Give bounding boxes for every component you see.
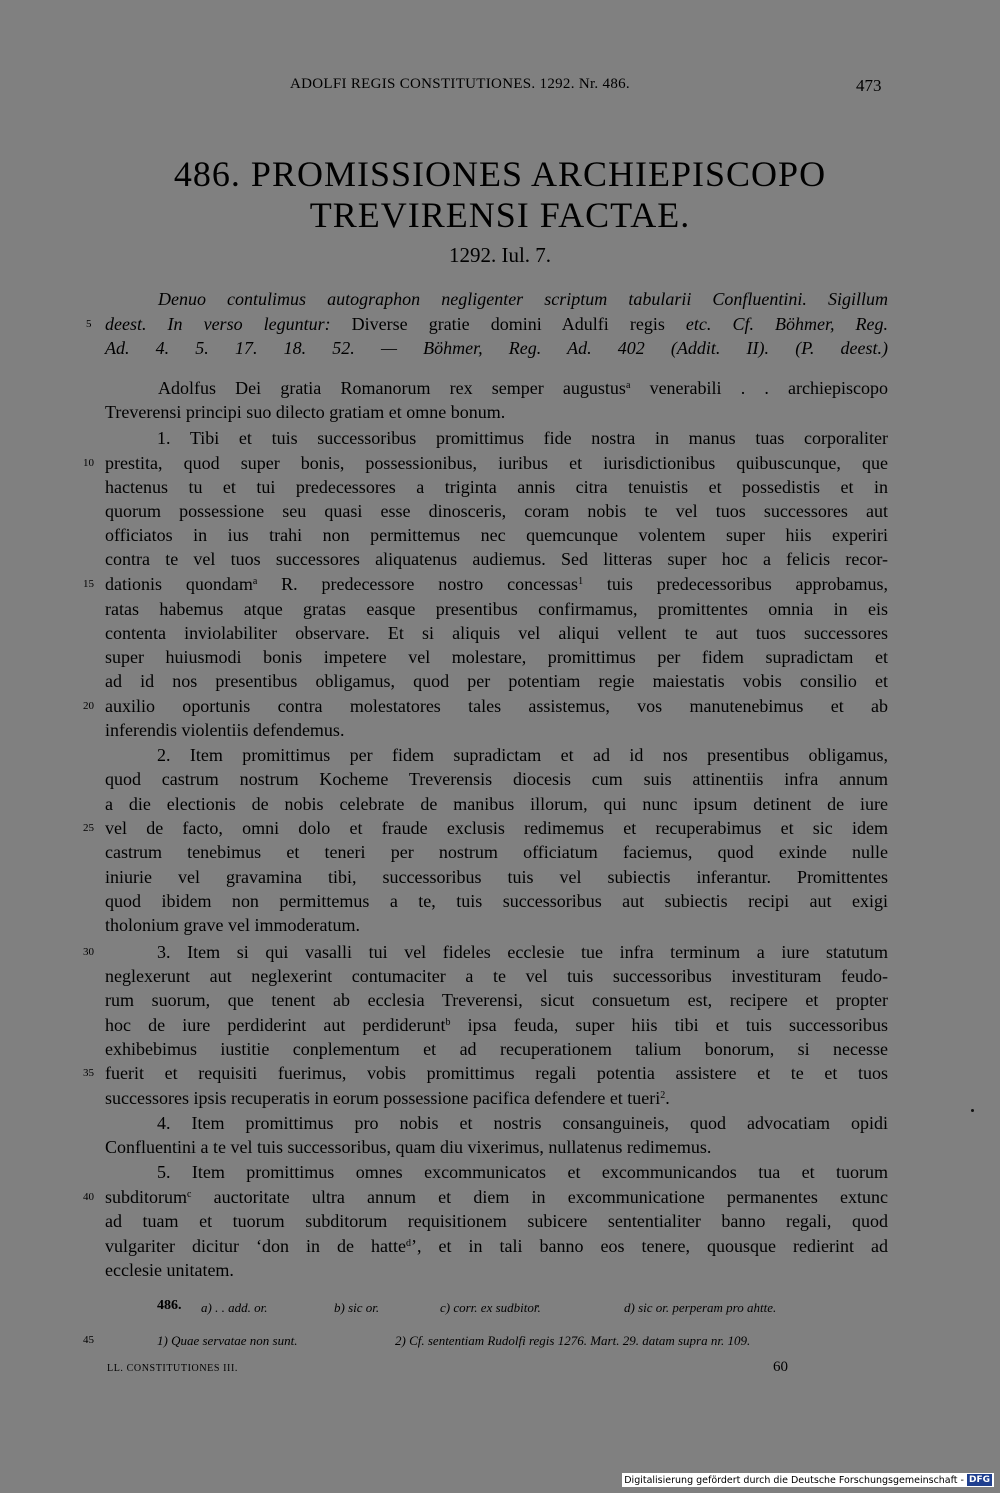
text-line: ad id nos presentibus obligamus, quod per potentiam regie maiestatis vobis consilio et bbox=[105, 671, 888, 691]
footnote-a: a) . . add. or. bbox=[201, 1300, 268, 1315]
footnote-2: 2) Cf. sententiam Rudolfi regis 1276. Mart. 29. datam supra nr. 109. bbox=[395, 1333, 751, 1348]
text-line: prestita, quod super bonis, possessionibus, iuribus et iurisdictionibus quibuscunque, que bbox=[105, 453, 888, 473]
text-line: super huiusmodi bonis impetere vel molestare, promittimus per fidem supradictam et bbox=[105, 647, 888, 667]
footnote-c: c) corr. ex sudbitor̄. bbox=[440, 1300, 541, 1315]
text-line: quod ibidem non permittemus a te, tuis successoribus aut subiectis recipi aut exigi bbox=[105, 891, 888, 911]
text-line: castrum tenebimus et teneri per nostrum officiatum faciemus, quod exinde nulle bbox=[105, 842, 888, 862]
line-number: 5 bbox=[86, 318, 92, 330]
text-line: auxilio oportunis contra molestatores tales assistemus, vos manutenebimus et ab bbox=[105, 696, 888, 716]
footnote-b: b) sic or. bbox=[334, 1300, 380, 1315]
text-line: vel de facto, omni dolo et fraude exclusis redimemus et recuperabimus et sic idem bbox=[105, 818, 888, 838]
text-line: rum suorum, que tenent ab ecclesia Treverensi, sicut consuetum est, recipere et propter bbox=[105, 990, 888, 1010]
book-signature: LL. CONSTITUTIONES III. bbox=[107, 1363, 239, 1374]
text-line: hoc de iure perdiderint aut perdiderunt$^b$ ipsa feuda, super hiis tibi et tuis successoribus bbox=[105, 1015, 889, 1035]
text-line: fuerit et requisiti fuerimus, vobis promittimus regali potentia assistere et te et tuos bbox=[105, 1063, 888, 1083]
text-line: quorum possessione seu quasi esse dinosceris, coram nobis te vel tuos successores aut bbox=[105, 501, 888, 521]
credit-text: Digitalisierung gefördert durch die Deutsche Forschungsgemeinschaft - bbox=[624, 1474, 964, 1486]
text-line: ratas habemus atque gratas easque presentibus confirmamus, promittentes omnia in eis bbox=[105, 599, 888, 619]
text-line: contra te vel tuos successores aliquatenus audiemus. Sed litteras super hoc a felicis recor- bbox=[105, 549, 888, 569]
text-line: successores ipsis recuperatis in eorum possessione pacifica defendere et tueri$^2$. bbox=[105, 1088, 670, 1108]
running-head: ADOLFI REGIS CONSTITUTIONES. 1292. Nr. 486. bbox=[290, 76, 630, 92]
text-line: exhibebimus iustitie conplementum et ad recuperationem talium bonorum, si necesse bbox=[105, 1039, 888, 1059]
text-line: 3. Item si qui vasalli tui vel fideles ecclesie tue infra terminum a iure statutum bbox=[157, 942, 888, 962]
footnote-label: 486. bbox=[157, 1298, 182, 1313]
footnote-d: d) sic or. perperam pro ahtte. bbox=[624, 1300, 777, 1315]
text-line: contenta inviolabiliter observare. Et si aliquis vel aliqui vellent te aut tuos successores bbox=[105, 623, 888, 643]
text-line: subditorum$^c$ auctoritate ultra annum et diem in excommunicatione permanentes extunc bbox=[105, 1187, 889, 1207]
text-line: tholonium grave vel immoderatum. bbox=[105, 915, 360, 935]
document-title-line2: TREVIRENSI FACTAE. bbox=[309, 195, 691, 235]
line-number: 10 bbox=[83, 457, 94, 469]
document-title-line1: 486. PROMISSIONES ARCHIEPISCOPO bbox=[173, 154, 827, 194]
text-line: 4. Item promittimus pro nobis et nostris consanguineis, quod advocatiam opidi bbox=[157, 1113, 888, 1133]
line-number: 15 bbox=[83, 578, 94, 590]
line-number: 30 bbox=[83, 946, 94, 958]
line-number: 35 bbox=[83, 1067, 94, 1079]
text-line: Confluentini a te vel tuis successoribus, quam diu vixerimus, nullatenus redimemus. bbox=[105, 1137, 712, 1157]
text-line: a die electionis de nobis celebrate de manibus illorum, qui nunc ipsum detinent de iure bbox=[105, 794, 888, 814]
preface-line: Ad. 4. 5. 17. 18. 52. — Böhmer, Reg. Ad. 402 (Addit. II). (P. deest.) bbox=[105, 338, 889, 358]
footnote-1: 1) Quae servatae non sunt. bbox=[157, 1333, 298, 1348]
line-number: 20 bbox=[83, 700, 94, 712]
text-line: officiatos in ius trahi non permittemus nec quemcunque volentem super hiis experiri bbox=[105, 525, 888, 545]
dfg-logo-icon: DFG bbox=[968, 1475, 990, 1485]
text-line: quod castrum nostrum Kocheme Treverensis diocesis cum suis attinentiis infra annum bbox=[105, 769, 888, 789]
line-number: 40 bbox=[83, 1191, 94, 1203]
scan-speck bbox=[971, 1109, 974, 1112]
text-line: Adolfus Dei gratia Romanorum rex semper augustus$^a$ venerabili . . archiepiscopo bbox=[158, 378, 888, 398]
preface-line: deest. In verso leguntur: Diverse gratie domini Adulfi regis etc. Cf. Böhmer, Reg. bbox=[105, 314, 889, 334]
text-line: iniurie vel gravamina tibi, successoribus tuis vel subiectis inferantur. Promittentes bbox=[105, 867, 888, 887]
line-number: 45 bbox=[83, 1334, 94, 1346]
text-line: hactenus tu et tui predecessores a triginta annis citra tenuistis et possedistis et in bbox=[105, 477, 888, 497]
page-number: 473 bbox=[856, 76, 882, 95]
sheet-number: 60 bbox=[773, 1359, 788, 1375]
line-number: 25 bbox=[83, 822, 94, 834]
text-line: neglexerunt aut neglexerint contumaciter a te vel tuis successoribus investituram feudo- bbox=[105, 966, 888, 986]
text-line: vulgariter dicitur ‘don in de hatte$^d$’, et in tali banno eos tenere, quousque redierint ad bbox=[105, 1236, 888, 1256]
text-line: dationis quondam$^a$ R. predecessore nostro concessas$^1$ tuis predecessoribus approbamus, bbox=[105, 574, 889, 594]
text-line: 2. Item promittimus per fidem supradictam et ad id nos presentibus obligamus, bbox=[157, 745, 888, 765]
text-line: inferendis violentiis defendemus. bbox=[105, 720, 345, 740]
text-line: ad tuam et tuorum subditorum requisitionem subicere sententialiter banno regali, quod bbox=[105, 1211, 888, 1231]
text-line: Treverensi principi suo dilecto gratiam et omne bonum. bbox=[105, 402, 506, 422]
digitization-credit bbox=[622, 1473, 994, 1487]
text-line: 1. Tibi et tuis successoribus promittimus fide nostra in manus tuas corporaliter bbox=[157, 428, 888, 448]
preface-line: Denuo contulimus autographon negligenter scriptum tabularii Confluentini. Sigillum bbox=[158, 289, 888, 309]
document-date: 1292. Iul. 7. bbox=[448, 243, 552, 267]
text-line: ecclesie unitatem. bbox=[105, 1260, 234, 1280]
text-line: 5. Item promittimus omnes excommunicatos et excommunicandos tua et tuorum bbox=[157, 1162, 888, 1182]
